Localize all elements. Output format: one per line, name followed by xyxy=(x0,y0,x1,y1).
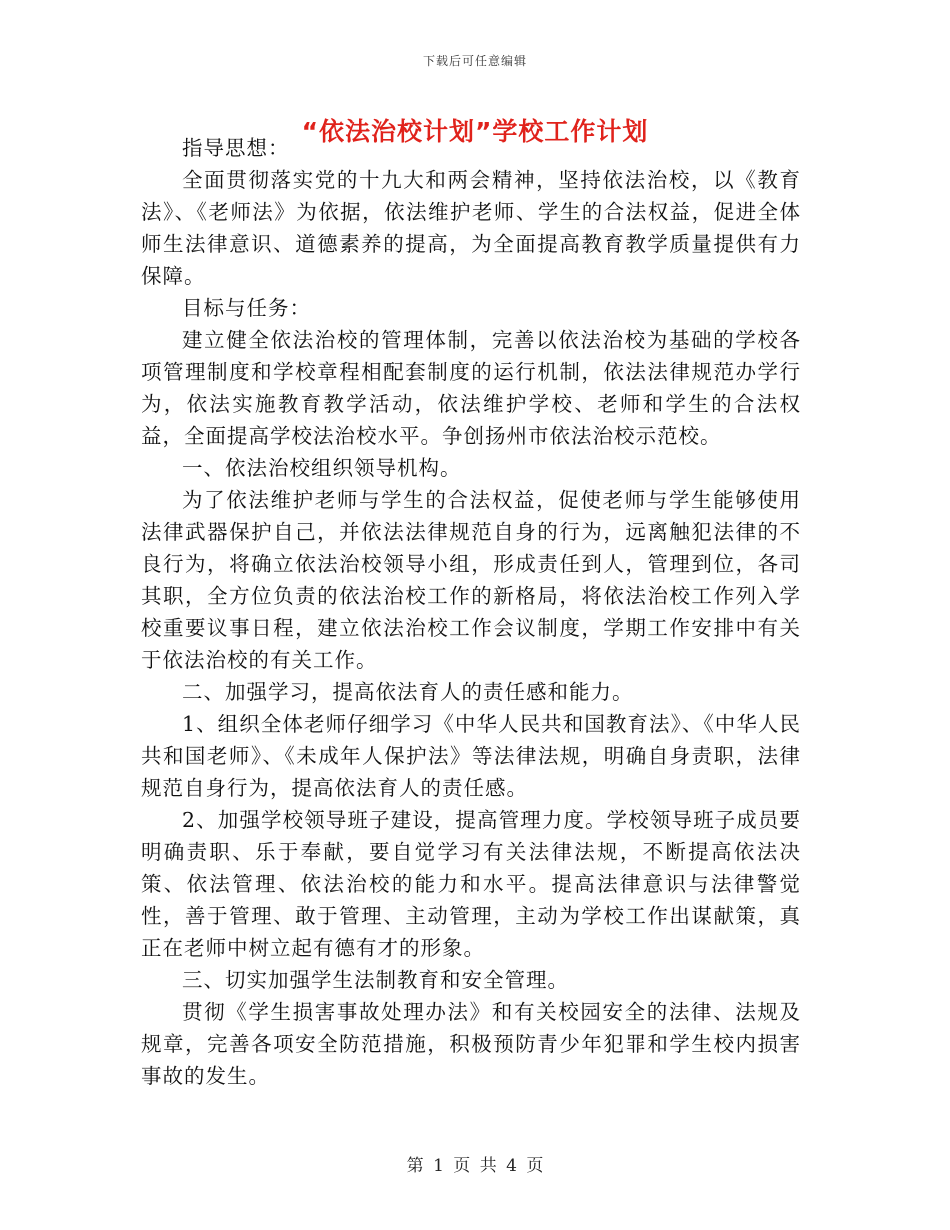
section-heading-2: 二、加强学习，提高依法育人的责任感和能力。 xyxy=(182,680,634,704)
paragraph: 2、加强学校领导班子建设，提高管理力度。学校领导班子成员要明确责职、乐于奉献，要自觉学习有关法律法规，不断提高依法决策、依法管理、依法治校的能力和水平。提高法律意识与法律警觉性，善于管理、敢于管理、主动管理，主动为学校工作出谋献策，真正在老师中树立起有德有才的形象。 xyxy=(141,808,801,960)
paragraph: 1、组织全体老师仔细学习《中华人民共和国教育法》、《中华人民共和国老师》、《未成年人保护法》等法律法规，明确自身责职，法律规范自身行为，提高依法育人的责任感。 xyxy=(141,712,801,800)
section-heading-1: 一、依法治校组织领导机构。 xyxy=(182,456,462,480)
document-body xyxy=(141,132,801,1092)
document-title: “依法治校计划”学校工作计划 xyxy=(301,117,649,146)
section-heading-goals-tasks: 目标与任务： xyxy=(182,296,311,320)
section-heading-guiding-thought: 指导思想： xyxy=(182,136,290,160)
page-header-note: 下载后可任意编辑 xyxy=(422,54,527,68)
page-footer-number: 第 1 页 共 4 页 xyxy=(406,1156,544,1176)
paragraph: 贯彻《学生损害事故处理办法》和有关校园安全的法律、法规及规章，完善各项安全防范措施，积极预防青少年犯罪和学生校内损害事故的发生。 xyxy=(141,1000,801,1088)
paragraph: 建立健全依法治校的管理体制，完善以依法治校为基础的学校各项管理制度和学校章程相配套制度的运行机制，依法法律规范办学行为，依法实施教育教学活动，依法维护学校、老师和学生的合法权益，全面提高学校法治校水平。争创扬州市依法治校示范校。 xyxy=(141,328,801,448)
paragraph: 全面贯彻落实党的十九大和两会精神，坚持依法治校，以《教育法》、《老师法》为依据，依法维护老师、学生的合法权益，促进全体师生法律意识、道德素养的提高，为全面提高教育教学质量提供有力保障。 xyxy=(141,168,801,288)
section-heading-3: 三、切实加强学生法制教育和安全管理。 xyxy=(182,968,569,992)
paragraph: 为了依法维护老师与学生的合法权益，促使老师与学生能够使用法律武器保护自己，并依法法律规范自身的行为，远离触犯法律的不良行为，将确立依法治校领导小组，形成责任到人，管理到位，各司其职，全方位负责的依法治校工作的新格局，将依法治校工作列入学校重要议事日程，建立依法治校工作会议制度，学期工作安排中有关于依法治校的有关工作。 xyxy=(141,488,801,672)
